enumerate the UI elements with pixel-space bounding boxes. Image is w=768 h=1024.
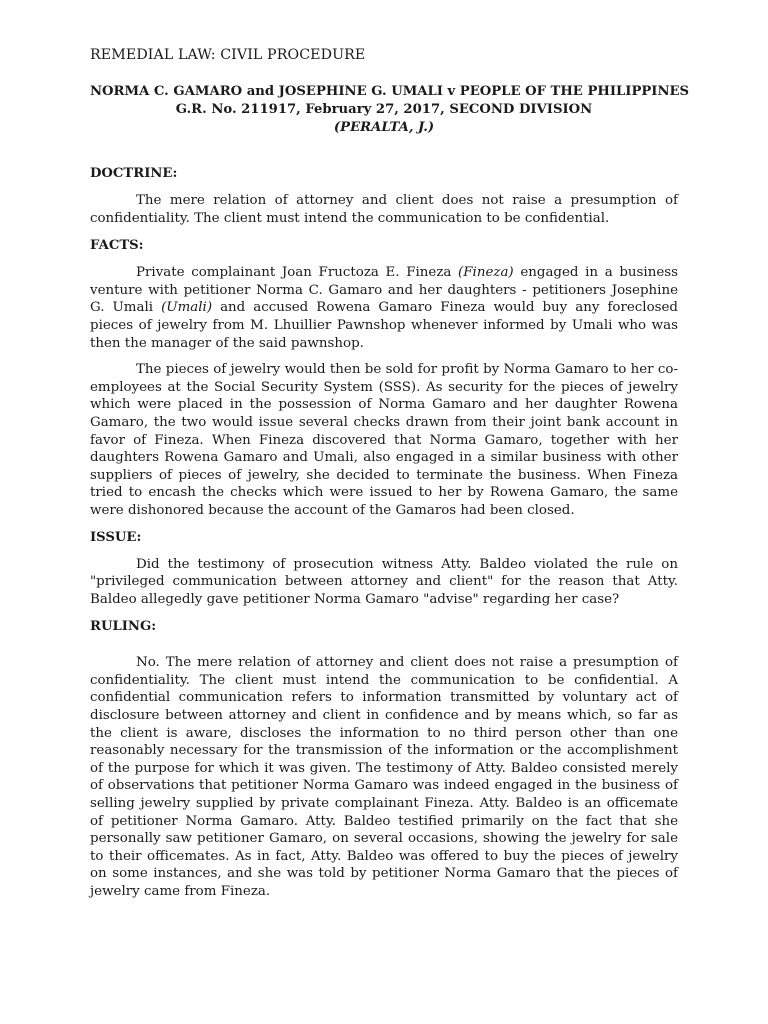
facts-paragraph-2: The pieces of jewelry would then be sold for profit by Norma Gamaro to her co-employees at the Social Security System (SSS). As security for the pieces of jewelry which were placed in the possession of Norma Gamaro and her daughter Rowena Gamaro, the two would issue several checks drawn from their joint bank account in favor of Fineza. When Fineza discovered that Norma Gamaro, together with her daughters Rowena Gamaro and Umali, also engaged in a similar business with other suppliers of pieces of jewelry, she decided to terminate the business. When Fineza tried to encash the checks which were issued to her by Rowena Gamaro, the same were dishonored because the account of the Gamaros had been closed. — [90, 362, 678, 518]
doctrine-text: The mere relation of attorney and client does not raise a presumption of confidentiality. The client must intend the communication to be confidential. — [90, 193, 678, 226]
doctrine-heading: DOCTRINE: — [90, 166, 178, 181]
ruling-section — [90, 618, 678, 900]
facts-heading: FACTS: — [90, 238, 144, 254]
facts-paragraph-1 — [90, 264, 678, 352]
facts-p1-part-e: and accused Rowena Gamaro Fineza would buy any foreclosed pieces of jewelry from M. Lhuillier Pawnshop whenever informed by Umali who was then the manager of the said pawnshop. — [90, 300, 679, 351]
ruling-heading: RULING: — [90, 619, 157, 635]
document-page — [90, 46, 690, 911]
issue-heading: ISSUE: — [90, 529, 142, 545]
subject-header: REMEDIAL LAW: CIVIL PROCEDURE — [90, 47, 366, 63]
issue-text: Did the testimony of prosecution witness Atty. Baldeo violated the rule on "privileged communication between attorney and client" for the reason that Atty. Baldeo allegedly gave petitioner Norma Gamaro "advise" regarding her case? — [90, 556, 678, 607]
case-citation: G.R. No. 211917, February 27, 2017, SECOND DIVISION — [175, 102, 593, 117]
facts-p1-part-a: Private complainant Joan Fructoza E. Fineza — [136, 265, 459, 281]
facts-p1-alias-fineza: (Fineza) — [458, 265, 514, 281]
facts-section — [90, 237, 678, 519]
facts-p1-part-c: engaged in a business venture with petitioner Norma C. Gamaro and her daughters - petitioners Josephine G. Umali — [90, 265, 679, 316]
case-title: NORMA C. GAMARO and JOSEPHINE G. UMALI v PEOPLE OF THE PHILIPPINES — [90, 84, 690, 99]
case-caption — [90, 83, 690, 137]
doctrine-section — [90, 165, 678, 227]
case-ponente: (PERALTA, J.) — [333, 120, 435, 135]
ruling-text: No. The mere relation of attorney and client does not raise a presumption of confidentiality. The client must intend the communication to be confidential. A confidential communication refers to information transmitted by voluntary act of disclosure between attorney and client in confidence and by means which, so far as the client is aware, discloses the information to no third person other than one reasonably necessary for the transmission of the information or the accomplishment of the purpose for which it was given. The testimony of Atty. Baldeo consisted merely of observations that petitioner Norma Gamaro was indeed engaged in the business of selling jewelry supplied by private complainant Fineza. Atty. Baldeo is an officemate of petitioner Norma Gamaro. Atty. Baldeo testified primarily on the fact that she personally saw petitioner Gamaro, on several occasions, showing the jewelry for sale to their officemates. As in fact, Atty. Baldeo was offered to buy the pieces of jewelry on some instances, and she was told by petitioner Norma Gamaro that the pieces of jewelry came from Fineza. — [90, 655, 678, 899]
facts-p1-alias-umali: (Umali) — [161, 300, 213, 316]
issue-section — [90, 529, 678, 609]
